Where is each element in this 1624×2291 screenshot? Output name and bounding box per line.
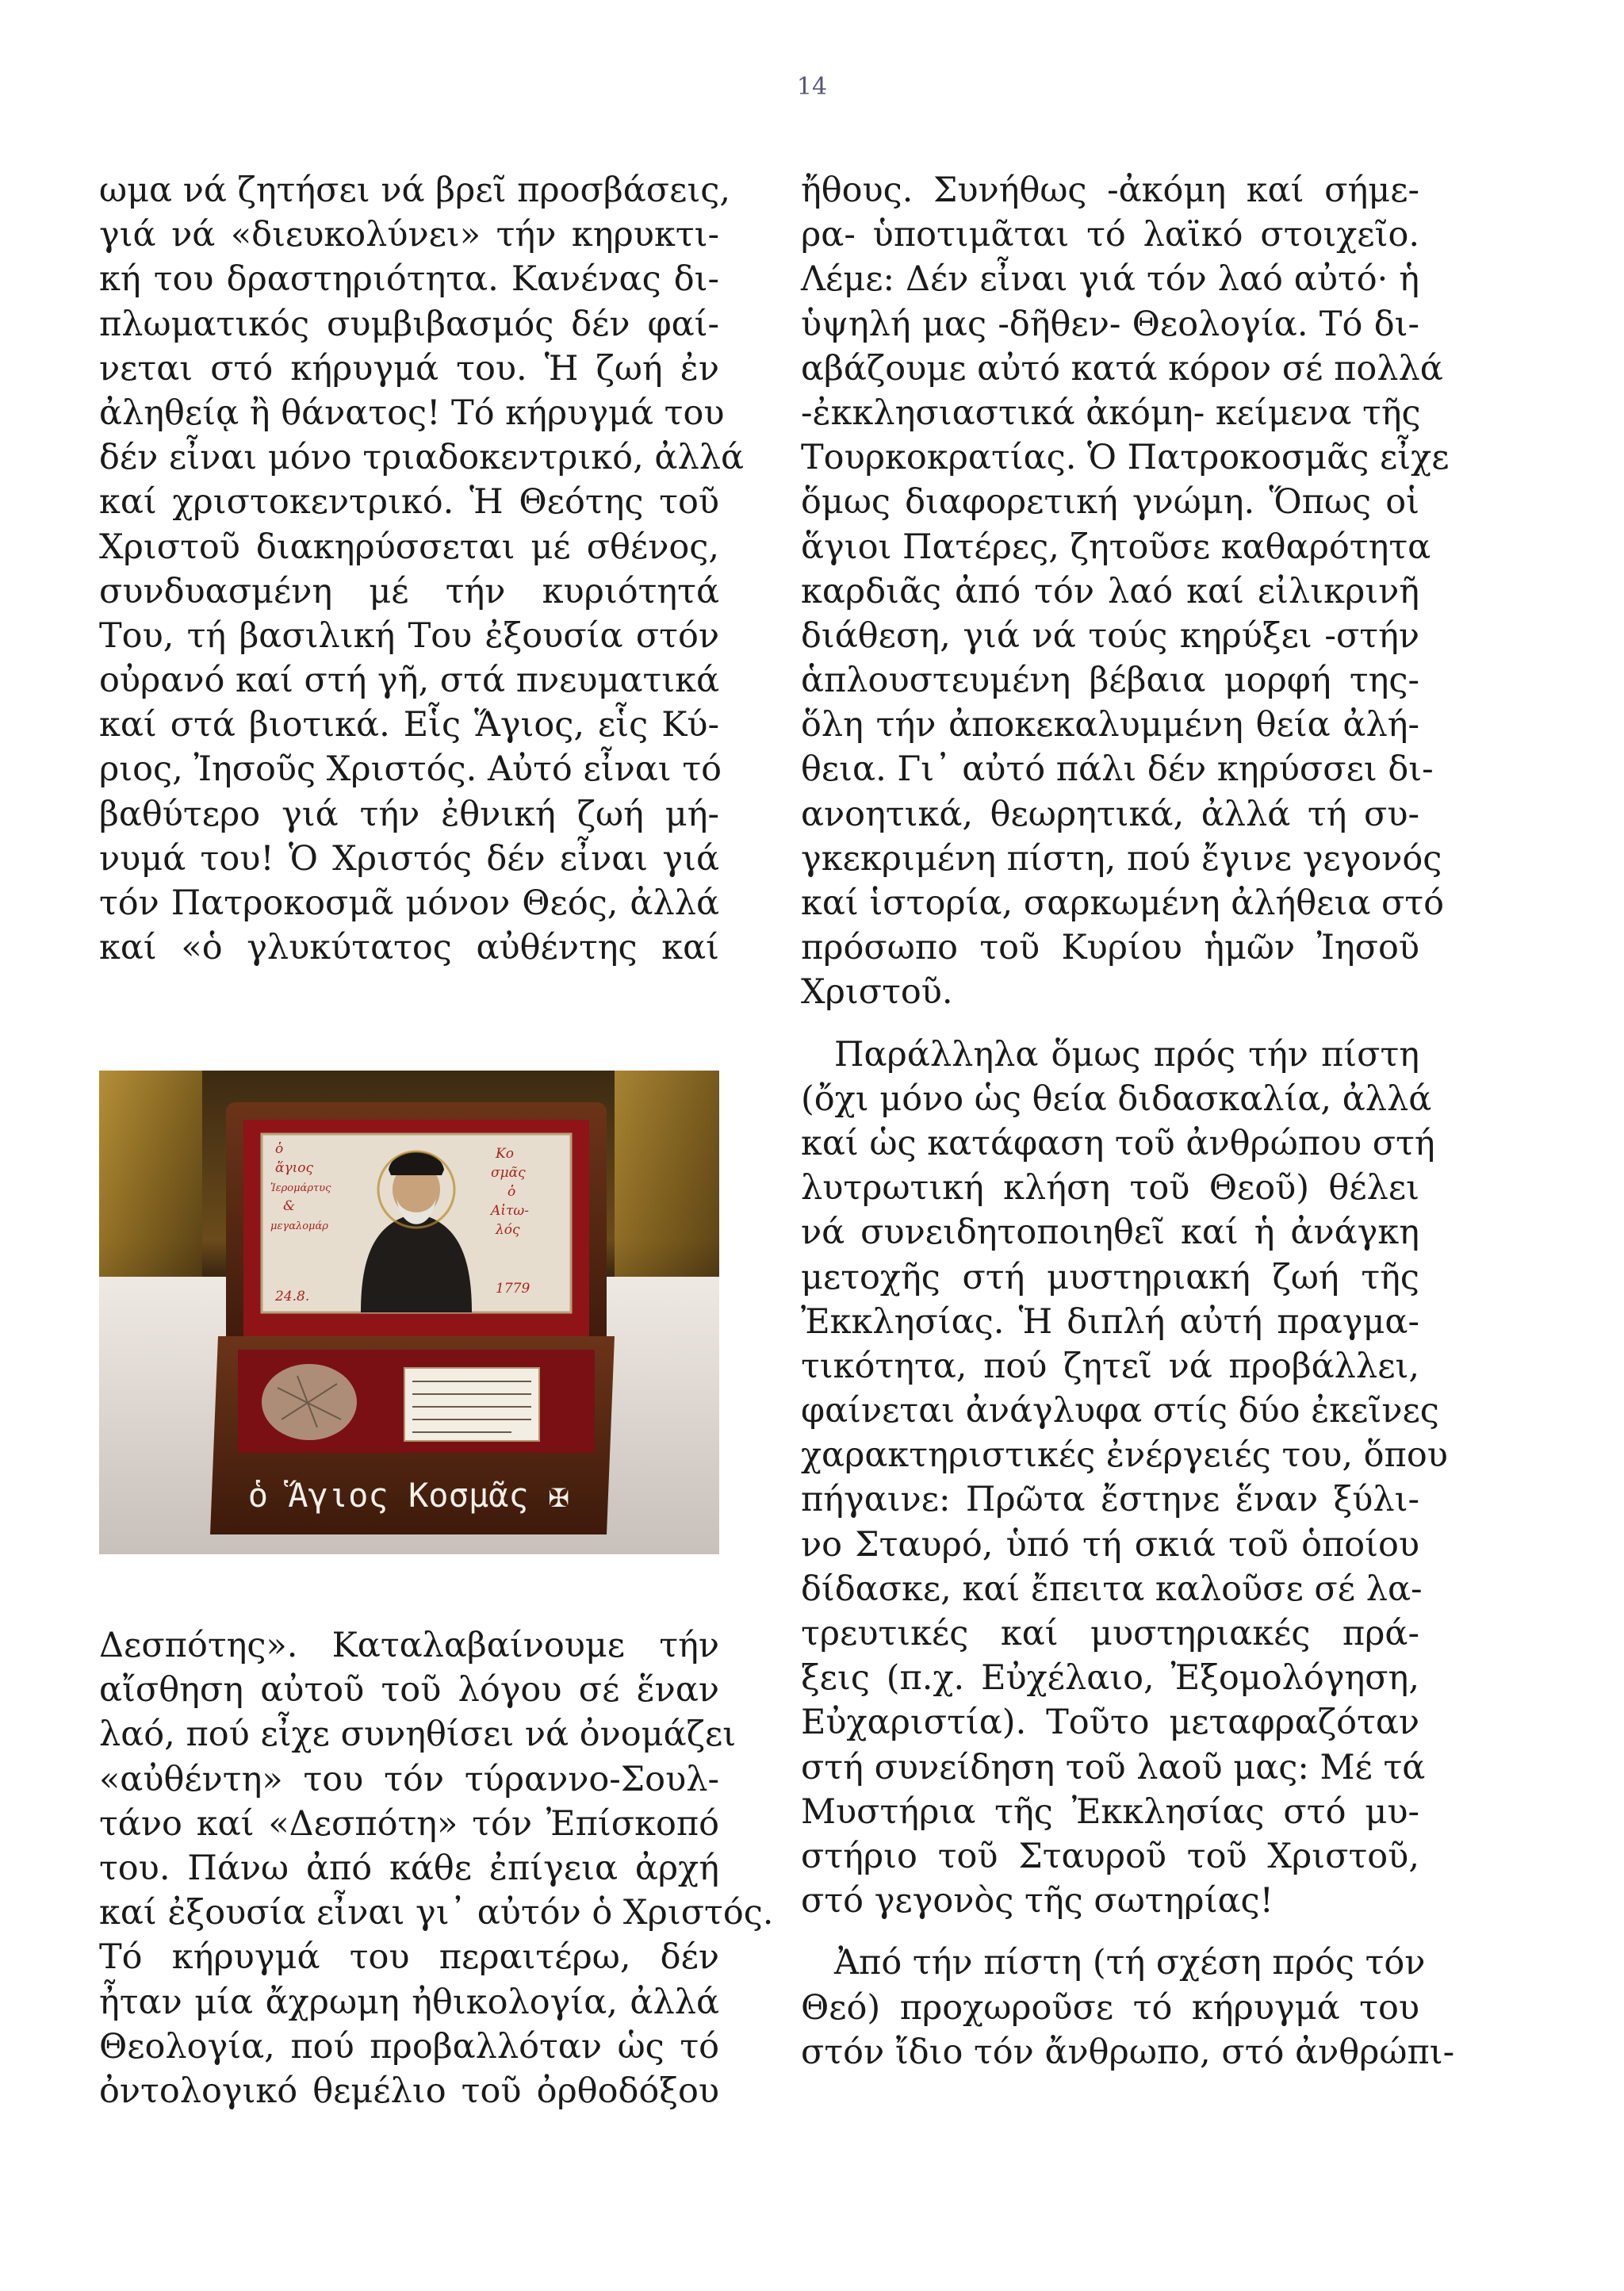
page-number: 14 bbox=[796, 73, 828, 101]
icon-left-text-5: μεγαλομάρ bbox=[270, 1220, 328, 1232]
left-column-bottom bbox=[99, 1623, 774, 2113]
text-line: χαρακτηριστικές ἐνέργειές του, ὅπου bbox=[801, 1435, 1448, 1476]
icon-right-text-4: Αἰτω- bbox=[491, 1203, 529, 1219]
text-line: δίδασκε, καί ἔπειτα καλοῦσε σέ λα- bbox=[801, 1569, 1423, 1609]
text-line: Λέμε: Δέν εἶναι γιά τόν λαό αὐτό· ἡ bbox=[801, 259, 1419, 300]
paragraph bbox=[801, 168, 1450, 1015]
text-line: ὑψηλή μας -δῆθεν- Θεολογία. Τό δι- bbox=[801, 304, 1419, 344]
text-line: Του, τή βασιλική Του ἐξουσία στόν bbox=[99, 615, 719, 656]
text-line: ωμα νά ζητήσει νά βρεῖ προσβάσεις, bbox=[99, 170, 731, 210]
text-line: ξεις (π.χ. Εὐχέλαιο, Ἐξομολόγηση, bbox=[801, 1658, 1419, 1699]
text-line: δέν εἶναι μόνο τριαδοκεντρικό, ἀλλά bbox=[99, 438, 744, 478]
text-line: στόν ἴδιο τόν ἄνθρωπο, στό ἀνθρώπι- bbox=[801, 2032, 1455, 2072]
icon-left-text-3: Ἱερομάρτυς bbox=[270, 1182, 331, 1194]
text-line: καί «ὁ γλυκύτατος αὐθέντης καί bbox=[99, 928, 719, 968]
text-line: φαίνεται ἀνάγλυφα στίς δύο ἐκεῖνες bbox=[801, 1391, 1439, 1431]
text-line: Παράλληλα ὅμως πρός τήν πίστη bbox=[834, 1034, 1419, 1075]
right-column bbox=[801, 168, 1455, 2075]
text-line: πήγαινε: Πρῶτα ἔστηνε ἕναν ξύλι- bbox=[801, 1480, 1419, 1520]
text-line: συνδυασμένη μέ τήν κυριότητά bbox=[99, 571, 719, 611]
icon-right-text-6: 1779 bbox=[496, 1281, 530, 1297]
text-line: Θεολογία, πού προβαλλόταν ὡς τό bbox=[99, 2026, 719, 2067]
text-line: «αὐθέντη» του τόν τύραννο-Σουλ- bbox=[99, 1759, 719, 1799]
text-line: Μυστήρια τῆς Ἐκκλησίας στό μυ- bbox=[801, 1791, 1419, 1832]
text-line: νά συνειδητοποιηθεῖ καί ἡ ἀνάγκη bbox=[801, 1213, 1419, 1253]
text-line: πρόσωπο τοῦ Κυρίου ἡμῶν Ἰησοῦ bbox=[801, 928, 1419, 968]
left-column-top bbox=[99, 168, 744, 970]
text-line: καί ὡς κατάφαση τοῦ ἀνθρώπου στή bbox=[801, 1123, 1435, 1163]
text-line: Χριστοῦ. bbox=[801, 972, 953, 1013]
icon-left-text-1: ὁ bbox=[275, 1141, 284, 1157]
text-line: θεια. Γι᾽ αὐτό πάλι δέν κηρύσσει δι- bbox=[801, 749, 1434, 790]
icon-right-text-3: ὁ bbox=[508, 1184, 516, 1200]
text-line: στή συνείδηση τοῦ λαοῦ μας: Μέ τά bbox=[801, 1747, 1426, 1787]
text-line: ἦταν μία ἄχρωμη ἠθικολογία, ἀλλά bbox=[99, 1982, 719, 2022]
reliquary-photo bbox=[99, 1071, 719, 1554]
text-line: αἴσθηση αὐτοῦ τοῦ λόγου σέ ἕναν bbox=[99, 1670, 719, 1711]
text-line: γιά νά «διευκολύνει» τήν κηρυκτι- bbox=[99, 215, 719, 255]
text-line: ὅμως διαφορετική γνώμη. Ὅπως οἱ bbox=[801, 482, 1419, 523]
text-line: τικότητα, πού ζητεῖ νά προβάλλει, bbox=[801, 1346, 1419, 1386]
text-line: γκεκριμένη πίστη, πού ἔγινε γεγονός bbox=[801, 838, 1442, 879]
relic-label-paper bbox=[404, 1368, 539, 1441]
text-line: -ἐκκλησιαστικά ἀκόμη- κείμενα τῆς bbox=[801, 393, 1421, 433]
icon-left-text-4: & bbox=[283, 1198, 296, 1214]
text-line: καρδιᾶς ἀπό τόν λαό καί εἰλικρινῆ bbox=[801, 571, 1419, 611]
text-line: ὅλη τήν ἀποκεκαλυμμένη θεία ἀλή- bbox=[801, 705, 1419, 745]
text-line: ρα- ὑποτιμᾶται τό λαϊκό στοιχεῖο. bbox=[801, 215, 1419, 255]
text-line: τόν Πατροκοσμᾶ μόνον Θεός, ἀλλά bbox=[99, 883, 719, 923]
text-line: ἤθους. Συνήθως -ἀκόμη καί σήμε- bbox=[801, 170, 1419, 210]
text-line: καί ἐξουσία εἶναι γι᾽ αὐτόν ὁ Χριστός. bbox=[99, 1893, 774, 1933]
text-line: Ἐκκλησίας. Ἡ διπλή αὐτή πραγμα- bbox=[801, 1301, 1419, 1342]
text-line: Τό κήρυγμά του περαιτέρω, δέν bbox=[99, 1937, 719, 1978]
paragraph bbox=[99, 1623, 774, 2113]
text-line: λυτρωτική κλήση τοῦ Θεοῦ) θέλει bbox=[801, 1168, 1419, 1209]
text-line: νο Σταυρό, ὑπό τή σκιά τοῦ ὁποίου bbox=[801, 1524, 1419, 1565]
text-line: (ὄχι μόνο ὡς θεία διδασκαλία, ἀλλά bbox=[801, 1078, 1432, 1119]
icon-right-text-2: σμᾶς bbox=[491, 1165, 526, 1181]
text-line: λαό, πού εἶχε συνηθίσει νά ὀνομάζει bbox=[99, 1714, 737, 1755]
text-line: νεται στό κήρυγμά του. Ἡ ζωή ἐν bbox=[99, 348, 719, 389]
text-line: ἅγιοι Πατέρες, ζητοῦσε καθαρότητα bbox=[801, 527, 1431, 567]
text-line: καί χριστοκεντρικό. Ἡ Θεότης τοῦ bbox=[99, 482, 719, 523]
icon-right-text-5: λός bbox=[496, 1222, 520, 1238]
box-inscription: ὁ Ἅγιος Κοσμᾶς ✠ bbox=[247, 1476, 569, 1515]
icon-right-text-1: Κο bbox=[496, 1146, 514, 1162]
text-line: Θεό) προχωροῦσε τό κήρυγμά του bbox=[801, 1987, 1419, 2028]
text-line: νυμά του! Ὁ Χριστός δέν εἶναι γιά bbox=[99, 838, 719, 879]
text-line: τρευτικές καί μυστηριακές πρά- bbox=[801, 1614, 1419, 1653]
text-line: Χριστοῦ διακηρύσσεται μέ σθένος, bbox=[99, 527, 719, 567]
icon-left-text-2: ἅγιος bbox=[275, 1160, 314, 1176]
text-line: καί στά βιοτικά. Εἷς Ἅγιος, εἷς Κύ- bbox=[99, 705, 719, 745]
text-line: Εὐχαριστία). Τοῦτο μεταφραζόταν bbox=[801, 1703, 1419, 1743]
text-line: καί ἱστορία, σαρκωμένη ἀλήθεια στό bbox=[801, 883, 1445, 923]
text-line: του. Πάνω ἀπό κάθε ἐπίγεια ἀρχή bbox=[99, 1848, 719, 1888]
text-line: Ἀπό τήν πίστη (τή σχέση πρός τόν bbox=[834, 1943, 1426, 1983]
icon-left-text-6: 24.8. bbox=[275, 1289, 310, 1304]
text-line: Τουρκοκρατίας. Ὁ Πατροκοσμᾶς εἶχε bbox=[801, 438, 1450, 478]
text-line: ριος, Ἰησοῦς Χριστός. Αὐτό εἶναι τό bbox=[99, 749, 722, 790]
paragraph bbox=[99, 168, 744, 970]
text-line: ανοητικά, θεωρητικά, ἀλλά τή συ- bbox=[801, 794, 1419, 834]
text-line: Δεσπότης». Καταλαβαίνουμε τήν bbox=[99, 1626, 719, 1665]
text-line: ἀληθείᾳ ἢ θάνατος! Τό κήρυγμά του bbox=[99, 393, 725, 433]
text-line: οὐρανό καί στή γῆ, στά πνευματικά bbox=[99, 661, 720, 701]
text-line: τάνο καί «Δεσπότη» τόν Ἐπίσκοπό bbox=[99, 1803, 719, 1844]
paragraph bbox=[801, 1940, 1455, 2075]
text-line: αβάζουμε αὐτό κατά κόρον σέ πολλά bbox=[801, 348, 1443, 389]
text-line: ὀντολογικό θεμέλιο τοῦ ὀρθοδόξου bbox=[99, 2071, 719, 2111]
text-line: διάθεση, γιά νά τούς κηρύξει -στήν bbox=[801, 615, 1419, 656]
text-line: στό γεγονὸς τῆς σωτηρίας! bbox=[801, 1881, 1274, 1921]
text-line: κή του δραστηριότητα. Κανένας δι- bbox=[99, 259, 719, 300]
text-line: ἁπλουστευμένη βέβαια μορφή της- bbox=[801, 661, 1419, 701]
text-line: πλωματικός συμβιβασμός δέν φαί- bbox=[99, 304, 719, 344]
text-line: μετοχῆς στή μυστηριακή ζωή τῆς bbox=[801, 1257, 1419, 1297]
text-line: βαθύτερο γιά τήν ἐθνική ζωή μή- bbox=[99, 794, 719, 834]
text-line: στήριο τοῦ Σταυροῦ τοῦ Χριστοῦ, bbox=[801, 1836, 1419, 1876]
paragraph bbox=[801, 1032, 1448, 1924]
